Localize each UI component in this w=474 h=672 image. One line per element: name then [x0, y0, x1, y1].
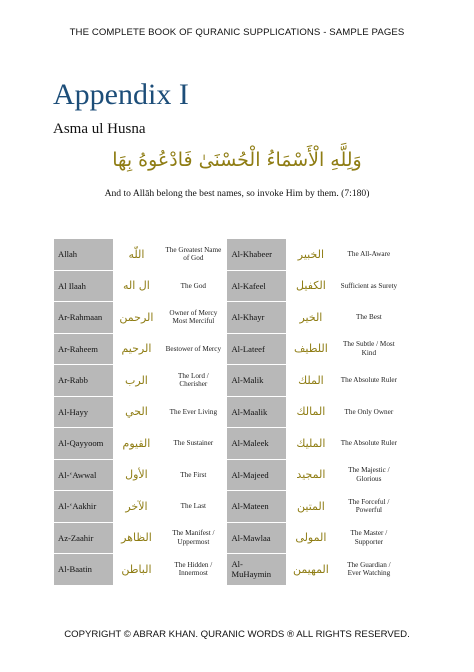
verse-arabic: وَلِلَّهِ الْأَسْمَاءُ الْحُسْنَىٰ فَادْعُوهُ بِهَا [112, 149, 362, 171]
meaning-cell: The Subtle / Most Kind [335, 333, 402, 365]
meaning-cell: The Last [160, 491, 227, 523]
table-row [54, 302, 403, 334]
name-cell: Al-‘Aakhir [54, 491, 114, 523]
table-row [54, 428, 403, 460]
table-row [54, 459, 403, 491]
table-row [54, 365, 403, 397]
meaning-cell: The Lord / Cherisher [160, 365, 227, 397]
arabic-cell: الحي [113, 396, 160, 428]
arabic-cell: المالك [287, 396, 336, 428]
table-row [54, 333, 403, 365]
name-cell: Ar-Rabb [54, 365, 114, 397]
name-cell: Al-Mateen [227, 491, 287, 523]
page-title: Appendix I [53, 78, 189, 111]
meaning-cell: The Guardian / Ever Watching [335, 554, 402, 586]
name-cell: Al-Majeed [227, 459, 287, 491]
name-cell: Al-Lateef [227, 333, 287, 365]
name-cell: Ar-Raheem [54, 333, 114, 365]
meaning-cell: Bestower of Mercy [160, 333, 227, 365]
arabic-cell: الظاهر [113, 522, 160, 554]
name-cell: Al Ilaah [54, 270, 114, 302]
arabic-cell: الخبير [287, 239, 336, 271]
arabic-cell: الخير [287, 302, 336, 334]
meaning-cell: The God [160, 270, 227, 302]
name-cell: Al-Baatin [54, 554, 114, 586]
meaning-cell: The Majestic / Glorious [335, 459, 402, 491]
meaning-cell: Owner of Mercy Most Merciful [160, 302, 227, 334]
name-cell: Al-Khayr [227, 302, 287, 334]
name-cell: Al-Qayyoom [54, 428, 114, 460]
arabic-cell: المتين [287, 491, 336, 523]
name-cell: Al-Maleek [227, 428, 287, 460]
meaning-cell: The Forceful / Powerful [335, 491, 402, 523]
meaning-cell: Sufficient as Surety [335, 270, 402, 302]
arabic-cell: المجيد [287, 459, 336, 491]
meaning-cell: The First [160, 459, 227, 491]
names-table-body [54, 239, 403, 586]
arabic-cell: اللطيف [287, 333, 336, 365]
meaning-cell: The Ever Living [160, 396, 227, 428]
table-row [54, 396, 403, 428]
meaning-cell: The Absolute Ruler [335, 428, 402, 460]
arabic-cell: الآخر [113, 491, 160, 523]
name-cell: Al-Mawlaa [227, 522, 287, 554]
name-cell: Az-Zaahir [54, 522, 114, 554]
meaning-cell: The Best [335, 302, 402, 334]
meaning-cell: The Sustainer [160, 428, 227, 460]
table-row [54, 522, 403, 554]
arabic-cell: المولى [287, 522, 336, 554]
name-cell: Allah [54, 239, 114, 271]
arabic-cell: الباطن [113, 554, 160, 586]
meaning-cell: The All-Aware [335, 239, 402, 271]
arabic-cell: الكفيل [287, 270, 336, 302]
meaning-cell: The Hidden / Innermost [160, 554, 227, 586]
meaning-cell: The Absolute Ruler [335, 365, 402, 397]
arabic-cell: القيوم [113, 428, 160, 460]
name-cell: Al-Khabeer [227, 239, 287, 271]
page-subtitle: Asma ul Husna [53, 121, 146, 137]
arabic-cell: الرحمن [113, 302, 160, 334]
arabic-cell: المهيمن [287, 554, 336, 586]
arabic-cell: الأول [113, 459, 160, 491]
names-table [53, 238, 403, 586]
table-row [54, 270, 403, 302]
meaning-cell: The Master / Supporter [335, 522, 402, 554]
arabic-cell: الرحيم [113, 333, 160, 365]
name-cell: Al-MuHaymin [227, 554, 287, 586]
name-cell: Al-Malik [227, 365, 287, 397]
arabic-cell: ال اله [113, 270, 160, 302]
verse-translation: And to Allāh belong the best names, so invoke Him by them. (7:180) [104, 188, 370, 199]
name-cell: Al-Kafeel [227, 270, 287, 302]
table-row [54, 554, 403, 586]
name-cell: Al-‘Awwal [54, 459, 114, 491]
page-header: THE COMPLETE BOOK OF QURANIC SUPPLICATIONS - SAMPLE PAGES [69, 27, 405, 38]
table-row [54, 491, 403, 523]
arabic-cell: المليك [287, 428, 336, 460]
arabic-cell: الملك [287, 365, 336, 397]
name-cell: Ar-Rahmaan [54, 302, 114, 334]
meaning-cell: The Only Owner [335, 396, 402, 428]
name-cell: Al-Hayy [54, 396, 114, 428]
name-cell: Al-Maalik [227, 396, 287, 428]
page-footer: COPYRIGHT © ABRAR KHAN. QURANIC WORDS ® ALL RIGHTS RESERVED. [64, 629, 410, 640]
arabic-cell: اللّه [113, 239, 160, 271]
table-row [54, 239, 403, 271]
arabic-cell: الرب [113, 365, 160, 397]
meaning-cell: The Greatest Name of God [160, 239, 227, 271]
meaning-cell: The Manifest / Uppermost [160, 522, 227, 554]
